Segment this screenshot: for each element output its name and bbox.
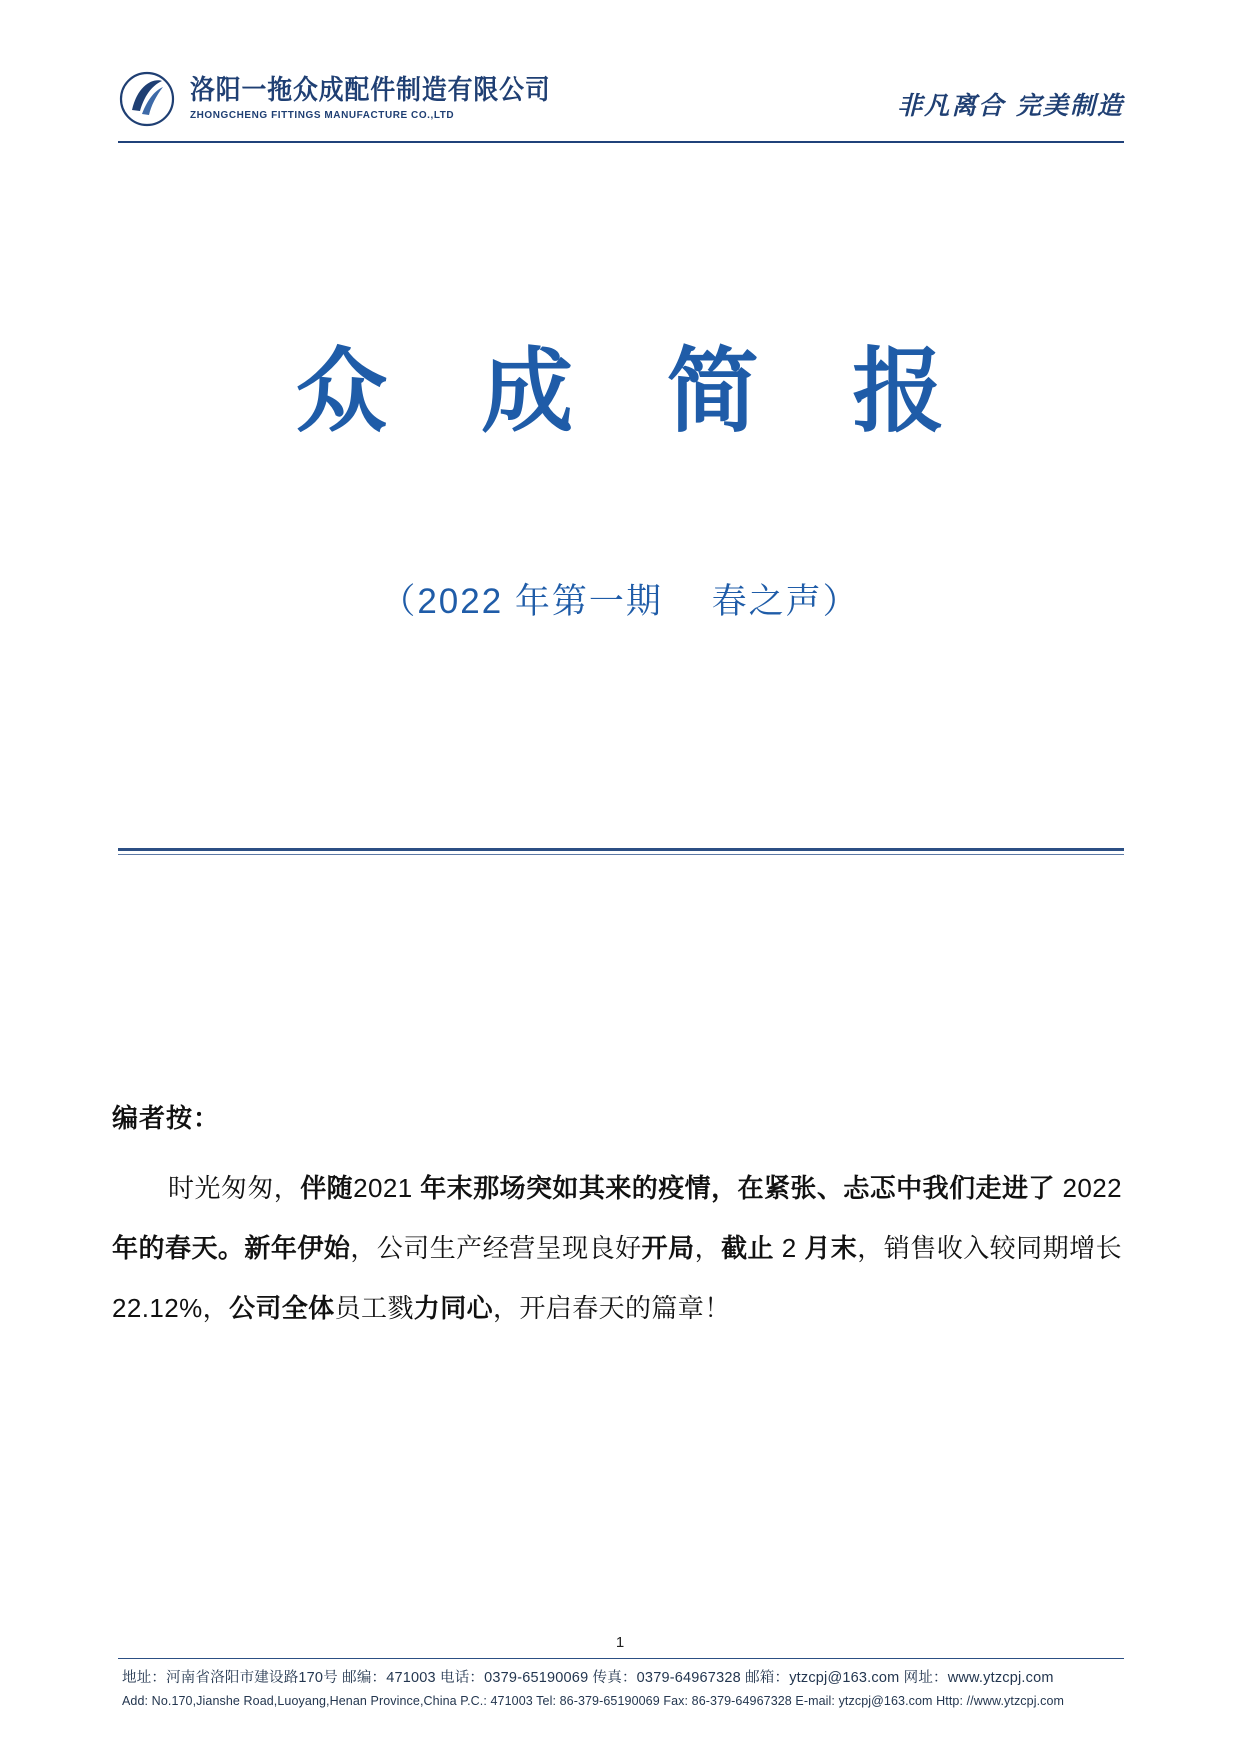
header-divider [118, 141, 1124, 143]
footer-contact-en: Add: No.170,Jianshe Road,Luoyang,Henan Province,China P.C.: 471003 Tel: 86-379-65190069 Fax: 86-379-64967328 E-mail: ytzcpj@163.com Http: //www.ytzcpj.com [122, 1694, 1065, 1708]
page-subtitle: （2022 年第一期 春之声） [380, 582, 860, 621]
editor-note-paragraph: 时光匆匆，伴随2021 年末那场突如其来的疫情，在紧张、忐忑中我们走进了 2022 年的春天。新年伊始，公司生产经营呈现良好开局，截止 2 月末，销售收入较同期增长 22.12%，公司全体员工戮力同心，开启春天的篇章！ [112, 1173, 1122, 1323]
company-brand [118, 70, 582, 128]
company-slogan: 非凡离合 完美制造 [897, 91, 1124, 120]
company-name-en: ZHONGCHENG FITTINGS MANUFACTURE CO.,LTD [190, 109, 455, 122]
document-header [118, 70, 1124, 142]
editor-note-label: 编者按： [112, 1103, 221, 1133]
footer-contact-cn: 地址：河南省洛阳市建设路170号 邮编：471003 电话：0379-65190069 传真：0379-64967328 邮箱：ytzcpj@163.com 网址：www.ytzcpj.com [122, 1670, 1054, 1686]
company-name-cn: 洛阳一拖众成配件制造有限公司 [190, 75, 551, 106]
footer-divider [118, 1658, 1124, 1659]
company-name-block [190, 77, 582, 121]
divider-thin-line [118, 854, 1124, 855]
footer-contact-block [122, 1666, 1122, 1708]
page-number: 1 [615, 1634, 625, 1651]
page-title: 众 成 简 报 [295, 341, 979, 443]
zhongcheng-swoosh-logo-icon [118, 70, 176, 128]
section-divider [118, 848, 1124, 855]
